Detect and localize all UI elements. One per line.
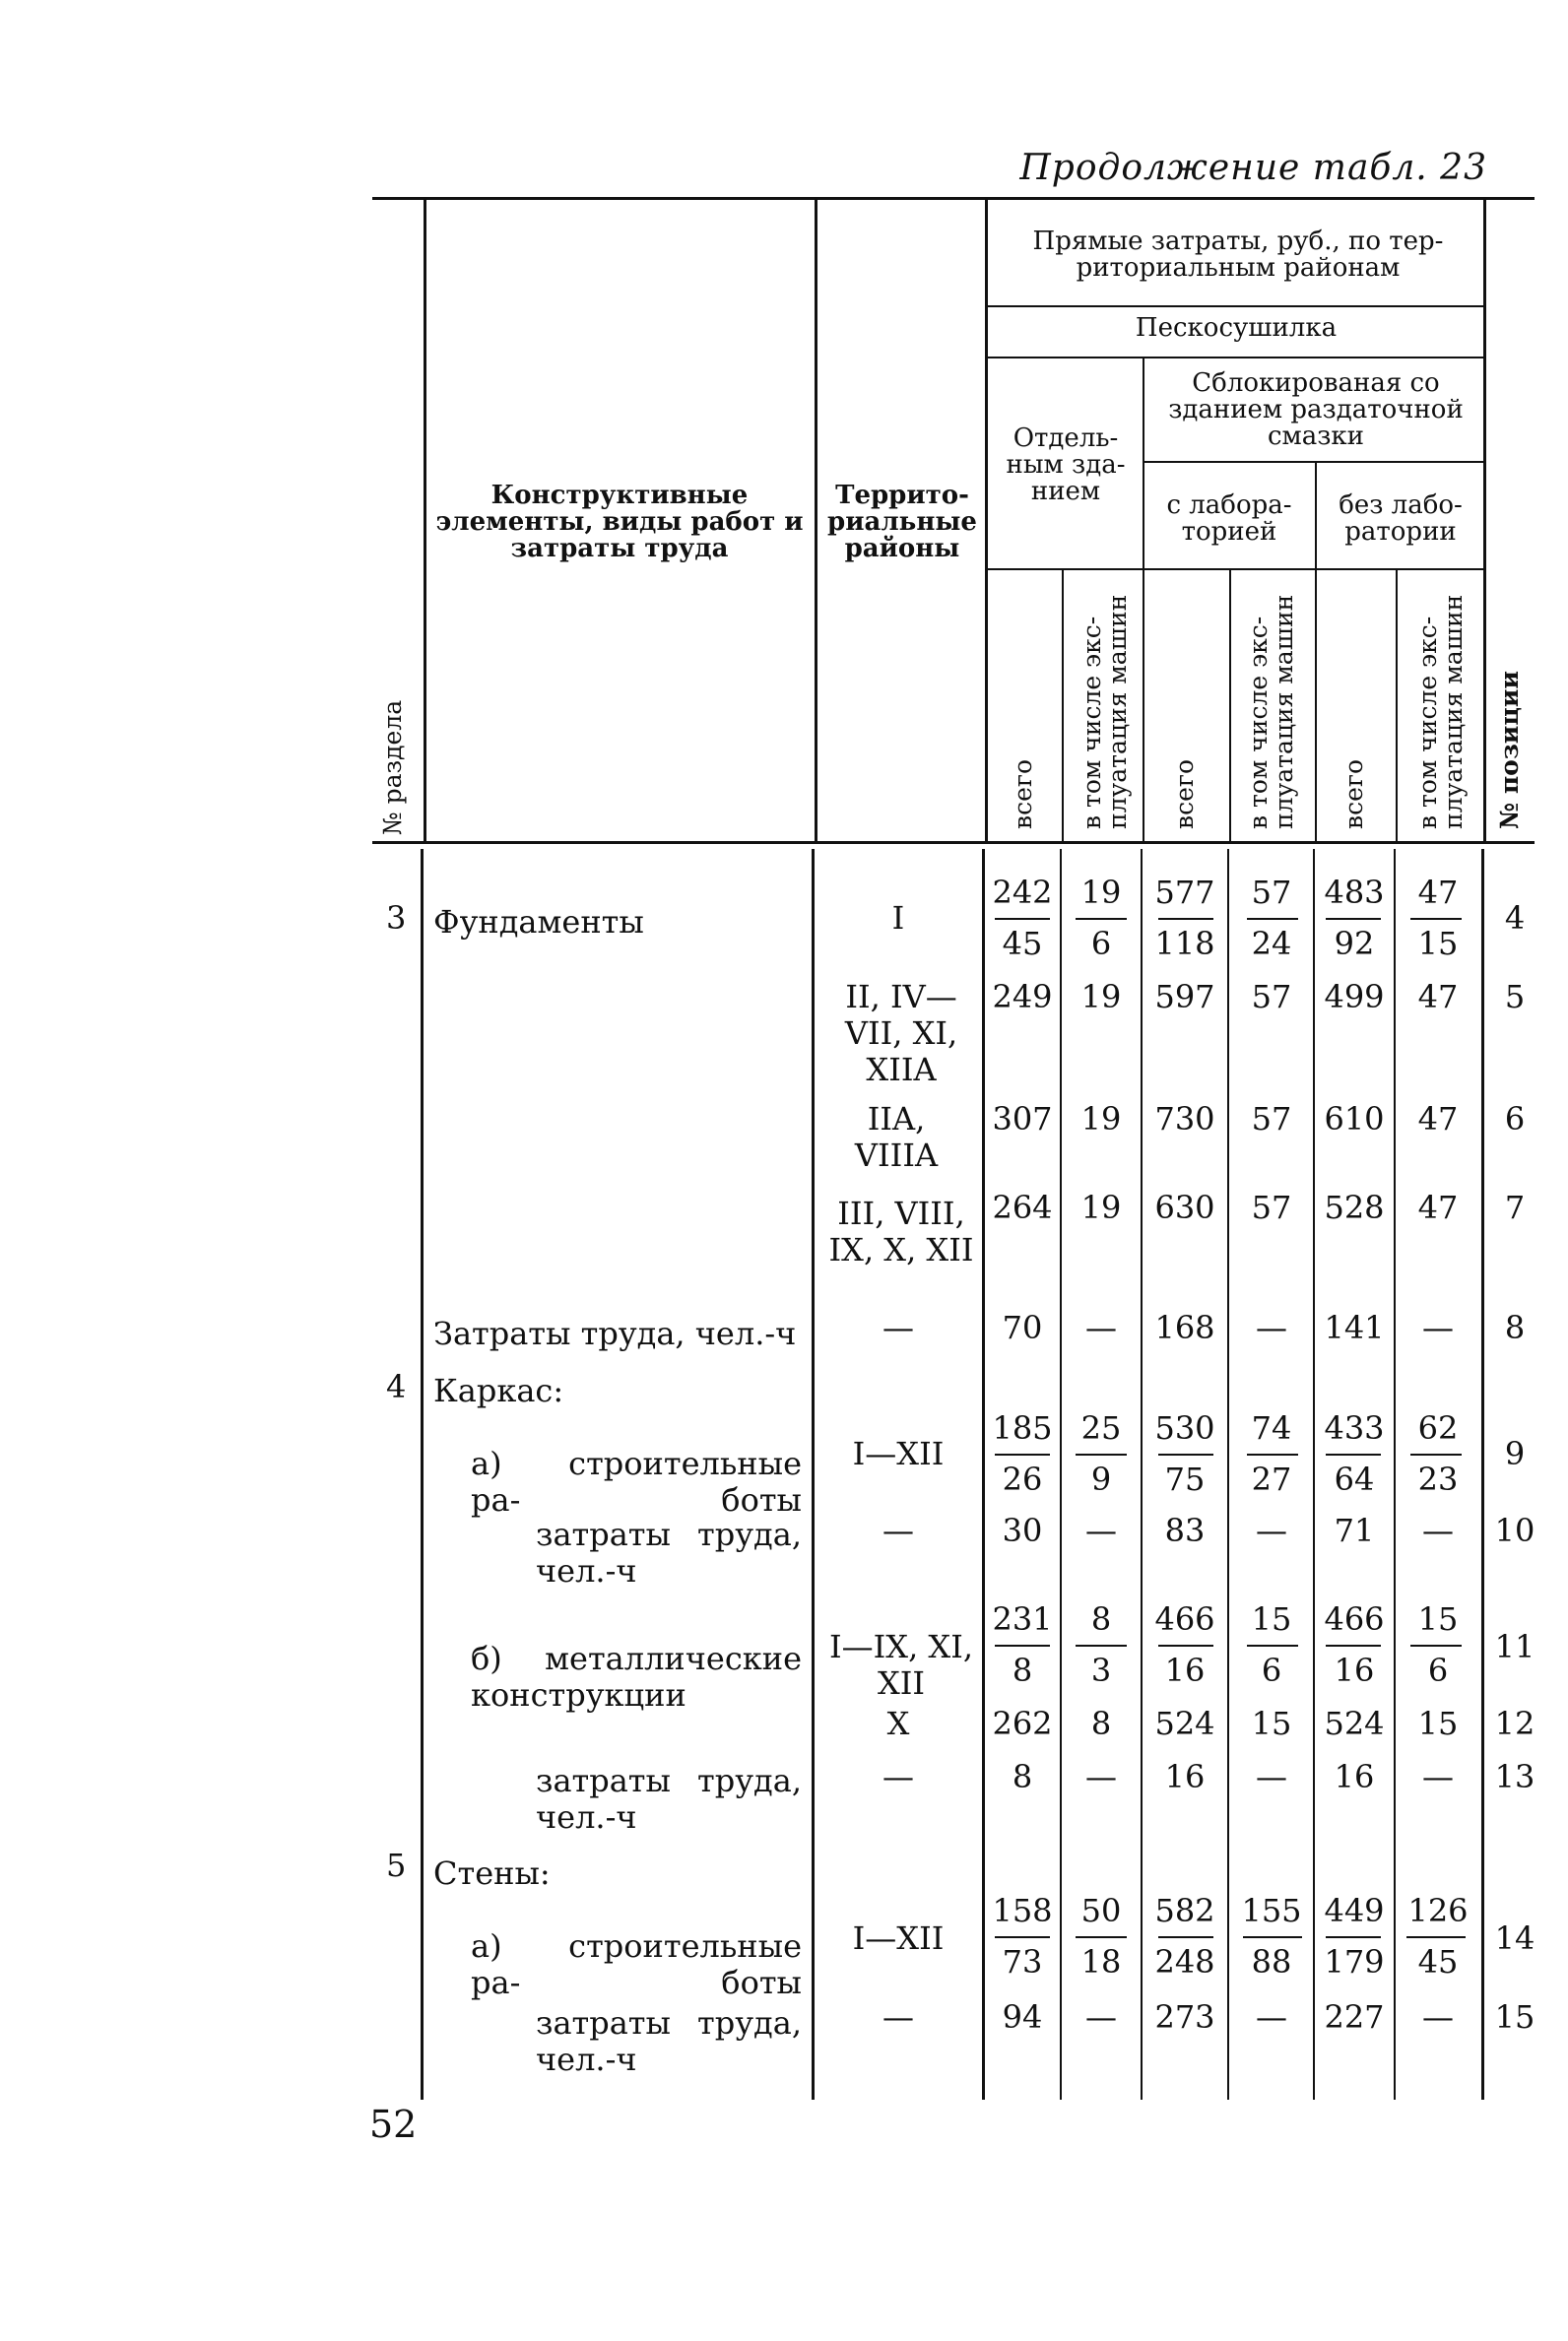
row-region: I—XII — [852, 1919, 945, 1957]
value-cell: 8 — [1090, 1705, 1112, 1742]
value-cell: 483 — [1324, 874, 1385, 911]
col-header-machines-2: в том числе экс- плуатация машин — [1244, 594, 1298, 829]
row-region: — — [882, 1512, 914, 1549]
position-number: 13 — [1494, 1758, 1535, 1795]
row-label: затраты труда, чел.-ч — [536, 2004, 802, 2078]
value-cell: 433 — [1324, 1409, 1385, 1447]
fraction-bar — [1076, 918, 1127, 920]
value-cell: — — [1422, 1998, 1454, 2036]
value-cell-sub: 15 — [1417, 925, 1459, 962]
value-cell: 466 — [1154, 1600, 1215, 1638]
fraction-bar — [995, 1454, 1050, 1456]
continuation-title: Продолжение табл. 23 — [1019, 148, 1487, 188]
value-cell: 19 — [1080, 978, 1122, 1015]
value-cell: 19 — [1080, 1100, 1122, 1138]
value-cell: 141 — [1324, 1309, 1385, 1346]
position-number: 9 — [1504, 1435, 1526, 1472]
value-cell: 15 — [1251, 1705, 1292, 1742]
value-cell-sub: 179 — [1324, 1943, 1385, 1981]
col-header-elements: Конструктивные элементы, виды работ и затраты труда — [435, 481, 804, 563]
col-header-machines-3: в том числе экс- плуатация машин — [1413, 594, 1468, 829]
value-cell: — — [1085, 1309, 1117, 1346]
fraction-bar — [995, 1936, 1050, 1938]
value-cell-sub: 6 — [1427, 1652, 1449, 1689]
col-header-separate: Отдель- ным зда- нием — [1006, 423, 1126, 506]
fraction-bar — [995, 1645, 1050, 1647]
value-cell: 15 — [1417, 1705, 1459, 1742]
row-region: IIA, VIIIA — [854, 1100, 939, 1174]
col-header-without-lab: без лабо- ратории — [1339, 490, 1463, 547]
body-vrule-section — [421, 849, 424, 2100]
position-number: 15 — [1494, 1998, 1535, 2036]
value-cell: 57 — [1251, 1100, 1292, 1138]
row-region: III, VIII, IX, X, XII — [828, 1195, 974, 1268]
group-label: Стены: — [433, 1854, 551, 1892]
value-cell: — — [1422, 1309, 1454, 1346]
section-number: 3 — [386, 899, 407, 937]
value-cell: 524 — [1154, 1705, 1215, 1742]
col-header-regions: Террито- риальные районы — [827, 481, 977, 563]
fraction-bar — [1247, 918, 1298, 920]
fraction-bar — [1326, 918, 1381, 920]
value-cell: 264 — [992, 1189, 1053, 1226]
row-region: II, IV—VII, XI, XIIA — [844, 978, 958, 1088]
row-label: а) строительные ра- боты — [471, 1927, 802, 2001]
col-header-blocked: Сблокированая со зданием раздаточной смазки — [1168, 368, 1464, 451]
value-cell: 242 — [992, 874, 1053, 911]
value-cell: 577 — [1154, 874, 1215, 911]
fraction-bar — [1158, 1645, 1213, 1647]
value-cell-sub: 45 — [1002, 925, 1043, 962]
value-cell: 47 — [1417, 1100, 1459, 1138]
value-cell-sub: 64 — [1334, 1461, 1375, 1498]
position-number: 10 — [1494, 1512, 1535, 1549]
value-cell: — — [1422, 1758, 1454, 1795]
col-header-total-3: всего — [1339, 758, 1368, 829]
value-cell: — — [1085, 1998, 1117, 2036]
value-cell-sub: 45 — [1417, 1943, 1459, 1981]
value-cell: — — [1256, 1998, 1287, 2036]
fraction-bar — [1326, 1936, 1381, 1938]
value-cell-sub: 18 — [1080, 1943, 1122, 1981]
fraction-bar — [1410, 918, 1462, 920]
value-cell: 449 — [1324, 1892, 1385, 1929]
value-cell-sub: 8 — [1012, 1652, 1033, 1689]
row-region: I—XII — [852, 1435, 945, 1472]
value-cell: 528 — [1324, 1189, 1385, 1226]
fraction-bar — [1076, 1454, 1127, 1456]
rule-sand-dryer — [988, 305, 1485, 307]
col-header-position: № позиции — [1495, 671, 1524, 829]
vrule-h-a — [1062, 568, 1064, 841]
rule-subgroups — [988, 357, 1485, 358]
page-number: 52 — [369, 2103, 418, 2146]
value-cell: 8 — [1012, 1758, 1033, 1795]
position-number: 8 — [1504, 1309, 1526, 1346]
col-header-section: № раздела — [378, 699, 407, 835]
position-number: 12 — [1494, 1705, 1535, 1742]
value-cell: 185 — [992, 1409, 1053, 1447]
body-vrule-position — [1481, 849, 1484, 2100]
value-cell: 47 — [1417, 874, 1459, 911]
value-cell: 16 — [1164, 1758, 1206, 1795]
value-cell: 126 — [1407, 1892, 1469, 1929]
value-cell: — — [1422, 1512, 1454, 1549]
value-cell: 57 — [1251, 978, 1292, 1015]
fraction-bar — [1326, 1645, 1381, 1647]
value-cell: 30 — [1002, 1512, 1043, 1549]
value-cell: — — [1085, 1758, 1117, 1795]
row-region: X — [886, 1705, 910, 1742]
value-cell-sub: 88 — [1251, 1943, 1292, 1981]
value-cell-sub: 16 — [1334, 1652, 1375, 1689]
vrule-h-b — [1143, 357, 1144, 841]
value-cell: 158 — [992, 1892, 1053, 1929]
row-label: Фундаменты — [433, 903, 644, 941]
group-label: Каркас: — [433, 1372, 564, 1409]
fraction-bar — [1158, 1454, 1213, 1456]
row-label: Затраты труда, чел.-ч — [433, 1315, 797, 1352]
fraction-bar — [1076, 1936, 1127, 1938]
fraction-bar — [1158, 1936, 1213, 1938]
position-number: 7 — [1504, 1189, 1526, 1226]
row-label: а) строительные ра- боты — [471, 1445, 802, 1519]
value-cell-sub: 23 — [1417, 1461, 1459, 1498]
value-cell: 25 — [1080, 1409, 1122, 1447]
value-cell-sub: 118 — [1154, 925, 1215, 962]
value-cell: 47 — [1417, 978, 1459, 1015]
body-vrule-regions — [982, 849, 985, 2100]
col-header-direct-costs: Прямые затраты, руб., по тер- риториальным районам — [1032, 227, 1444, 283]
row-label: затраты труда, чел.-ч — [536, 1762, 802, 1836]
vrule-regions — [985, 197, 988, 841]
fraction-bar — [1247, 1645, 1298, 1647]
vrule-position — [1483, 197, 1486, 841]
row-label: б) металлические конструкции — [471, 1640, 802, 1714]
value-cell-sub: 16 — [1164, 1652, 1206, 1689]
col-header-total-1: всего — [1009, 758, 1037, 829]
value-cell: 16 — [1334, 1758, 1375, 1795]
row-region: — — [882, 1758, 914, 1795]
position-number: 5 — [1504, 978, 1526, 1015]
body-vrule-b — [1141, 849, 1143, 2100]
position-number: 4 — [1504, 899, 1526, 937]
value-cell-sub: 6 — [1261, 1652, 1282, 1689]
vrule-section — [424, 197, 426, 841]
value-cell: 57 — [1251, 1189, 1292, 1226]
value-cell: — — [1256, 1512, 1287, 1549]
value-cell-sub: 3 — [1090, 1652, 1112, 1689]
value-cell: 630 — [1154, 1189, 1215, 1226]
fraction-bar — [1158, 918, 1213, 920]
value-cell-sub: 75 — [1164, 1461, 1206, 1498]
body-vrule-c — [1227, 849, 1229, 2100]
value-cell: 71 — [1334, 1512, 1375, 1549]
section-number: 4 — [386, 1368, 407, 1405]
value-cell: 57 — [1251, 874, 1292, 911]
value-cell: 47 — [1417, 1189, 1459, 1226]
value-cell: 168 — [1154, 1309, 1215, 1346]
value-cell: 249 — [992, 978, 1053, 1015]
fraction-bar — [1247, 1454, 1298, 1456]
row-region: I — [891, 899, 905, 937]
position-number: 14 — [1494, 1919, 1535, 1957]
fraction-bar — [1326, 1454, 1381, 1456]
vrule-h-e — [1396, 568, 1398, 841]
value-cell: 19 — [1080, 1189, 1122, 1226]
value-cell: 524 — [1324, 1705, 1385, 1742]
body-vrule-d — [1313, 849, 1315, 2100]
value-cell: 227 — [1324, 1998, 1385, 2036]
fraction-bar — [1406, 1936, 1466, 1938]
value-cell-sub: 26 — [1002, 1461, 1043, 1498]
value-cell: 530 — [1154, 1409, 1215, 1447]
value-cell: 155 — [1241, 1892, 1302, 1929]
position-number: 6 — [1504, 1100, 1526, 1138]
value-cell-sub: 73 — [1002, 1943, 1043, 1981]
body-vrule-elements — [812, 849, 815, 2100]
value-cell-sub: 248 — [1154, 1943, 1215, 1981]
rule-blocked — [1143, 461, 1485, 463]
body-vrule-e — [1394, 849, 1396, 2100]
fraction-bar — [1076, 1645, 1127, 1647]
value-cell: 15 — [1417, 1600, 1459, 1638]
position-number: 11 — [1494, 1628, 1535, 1665]
col-header-with-lab: с лабора- торией — [1166, 490, 1292, 547]
value-cell-sub: 27 — [1251, 1461, 1292, 1498]
header-bottom-rule — [372, 841, 1535, 844]
value-cell: 70 — [1002, 1309, 1043, 1346]
vrule-h-c — [1229, 568, 1231, 841]
value-cell: 50 — [1080, 1892, 1122, 1929]
row-region: I—IX, XI, XII — [829, 1628, 973, 1702]
table-top-rule — [372, 197, 1535, 200]
fraction-bar — [1410, 1454, 1462, 1456]
col-header-sand-dryer: Пескосушилка — [1135, 313, 1338, 343]
value-cell: 610 — [1324, 1100, 1385, 1138]
value-cell-sub: 24 — [1251, 925, 1292, 962]
value-cell: 8 — [1090, 1600, 1112, 1638]
value-cell: 19 — [1080, 874, 1122, 911]
value-cell: 499 — [1324, 978, 1385, 1015]
value-cell-sub: 9 — [1090, 1461, 1112, 1498]
row-region: — — [882, 1309, 914, 1346]
value-cell-sub: 6 — [1090, 925, 1112, 962]
body-vrule-a — [1060, 849, 1062, 2100]
vrule-elements — [815, 197, 817, 841]
value-cell: 273 — [1154, 1998, 1215, 2036]
col-header-machines-1: в том числе экс- плуатация машин — [1078, 594, 1132, 829]
value-cell: 231 — [992, 1600, 1053, 1638]
value-cell: 262 — [992, 1705, 1053, 1742]
value-cell: 730 — [1154, 1100, 1215, 1138]
value-cell: 582 — [1154, 1892, 1215, 1929]
row-region: — — [882, 1998, 914, 2036]
value-cell: 307 — [992, 1100, 1053, 1138]
value-cell: — — [1085, 1512, 1117, 1549]
row-label: затраты труда, чел.-ч — [536, 1516, 802, 1590]
value-cell-sub: 92 — [1334, 925, 1375, 962]
value-cell: — — [1256, 1309, 1287, 1346]
vrule-h-d — [1315, 461, 1317, 841]
fraction-bar — [995, 918, 1050, 920]
fraction-bar — [1243, 1936, 1302, 1938]
value-cell: 597 — [1154, 978, 1215, 1015]
value-cell: 83 — [1164, 1512, 1206, 1549]
col-header-total-2: всего — [1170, 758, 1199, 829]
section-number: 5 — [386, 1847, 407, 1884]
value-cell: 466 — [1324, 1600, 1385, 1638]
value-cell: 15 — [1251, 1600, 1292, 1638]
value-cell: — — [1256, 1758, 1287, 1795]
value-cell: 94 — [1002, 1998, 1043, 2036]
value-cell: 74 — [1251, 1409, 1292, 1447]
fraction-bar — [1410, 1645, 1462, 1647]
value-cell: 62 — [1417, 1409, 1459, 1447]
